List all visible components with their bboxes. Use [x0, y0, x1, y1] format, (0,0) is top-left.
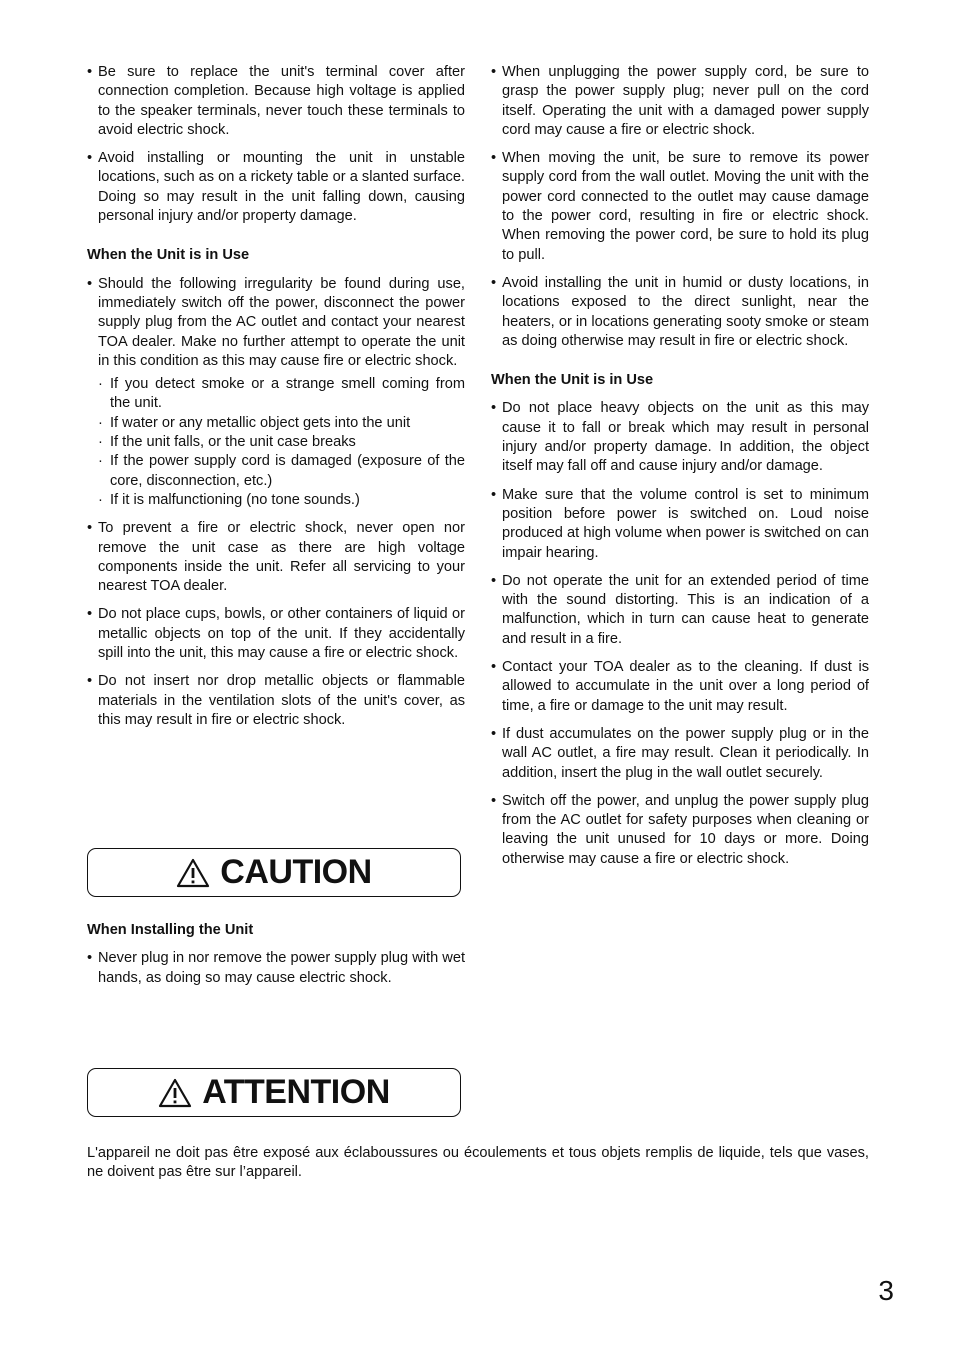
- bullet-wet-hands: • Never plug in nor remove the power supply plug with wet hands, as doing so may cause electric shock.: [87, 949, 465, 988]
- list-item: · If you detect smoke or a strange smell coming from the unit.: [87, 375, 465, 414]
- warning-triangle-icon: [176, 858, 210, 888]
- list-item: · If water or any metallic object gets into the unit: [87, 414, 465, 433]
- list-item: · If the unit falls, or the unit case breaks: [87, 433, 465, 452]
- list-item: · If it is malfunctioning (no tone sounds.): [87, 491, 465, 510]
- bullet-irregularity: • Should the following irregularity be found during use, immediately switch off the power, disconnect the power supply plug from the AC outlet and contact your nearest TOA dealer. Make no further attempt to operate the unit in this condition as this may cause fire or electric shock.: [87, 275, 465, 371]
- caution-section: [87, 921, 465, 997]
- section-heading-installing: When Installing the Unit: [87, 922, 254, 938]
- bullet-volume-control: • Make sure that the volume control is set to minimum position before power is switched on. Loud noise produced at high volume when power is switched on can impair hearing.: [491, 486, 869, 563]
- warning-triangle-icon: [158, 1078, 192, 1108]
- bullet-never-open-case: • To prevent a fire or electric shock, never open nor remove the unit case as there are high voltage components inside the unit. Refer all servicing to your nearest TOA dealer.: [87, 519, 465, 596]
- bullet-cleaning: • Contact your TOA dealer as to the cleaning. If dust is allowed to accumulate in the unit over a long period of time, a fire or damage to the unit may result.: [491, 658, 869, 716]
- attention-banner: [87, 1068, 461, 1117]
- attention-text: L'appareil ne doit pas être exposé aux éclaboussures ou écoulements et tous objets remplis de liquide, tels que vases, ne doivent pas être sur l’appareil.: [87, 1145, 869, 1181]
- caution-banner: [87, 848, 461, 897]
- bullet-switch-off: • Switch off the power, and unplug the power supply plug from the AC outlet for safety purposes when cleaning or leaving the unit unused for 10 days or more. Doing otherwise may cause a fire or electric shock.: [491, 792, 869, 869]
- bullet-unplugging: • When unplugging the power supply cord, be sure to grasp the power supply plug; never pull on the cord itself. Operating the unit with a damaged power supply cord may cause a fire or electric shock.: [491, 63, 869, 140]
- page-number: 3: [878, 1275, 894, 1306]
- section-heading-in-use: When the Unit is in Use: [491, 372, 654, 389]
- bullet-heavy-objects: • Do not place heavy objects on the unit as this may cause it to fall or break which may result in personal injury and/or property damage. In addition, the object itself may fall off and cause injury and/or damage.: [491, 399, 869, 476]
- bullet-liquid-containers: • Do not place cups, bowls, or other containers of liquid or metallic objects on top of the unit. If they accidentally spill into the unit, this may cause a fire or electric shock.: [87, 605, 465, 663]
- bullet-sound-distorting: • Do not operate the unit for an extended period of time with the sound distorting. This is an indication of a malfunction, which in turn can cause heat to generate and result in a fire.: [491, 572, 869, 649]
- bullet-humid-locations: • Avoid installing the unit in humid or dusty locations, in locations exposed to the direct sunlight, near the heaters, or in locations generating sooty smoke or steam as doing otherwise may result in fire or electric shock.: [491, 274, 869, 351]
- bullet-terminal-cover: • Be sure to replace the unit's terminal cover after connection completion. Because high voltage is applied to the speaker terminals, never touch these terminals to avoid electric shock.: [87, 63, 465, 140]
- bullet-unstable-locations: • Avoid installing or mounting the unit in unstable locations, such as on a rickety table or a slanted surface. Doing so may result in the unit falling down, causing personal injury and/or property damage.: [87, 149, 465, 226]
- list-item: · If the power supply cord is damaged (exposure of the core, disconnection, etc.): [87, 452, 465, 491]
- irregularity-list: [87, 375, 465, 510]
- right-column: [491, 63, 869, 878]
- bullet-dust-plug: • If dust accumulates on the power supply plug or in the wall AC outlet, a fire may result. Clean it periodically. In addition, insert the plug in the wall outlet securely.: [491, 725, 869, 783]
- left-column: [87, 63, 465, 739]
- attention-title: ATTENTION: [202, 1073, 390, 1111]
- section-heading-in-use: When the Unit is in Use: [87, 247, 250, 264]
- caution-title: CAUTION: [220, 853, 372, 891]
- bullet-ventilation-slots: • Do not insert nor drop metallic objects or flammable materials in the ventilation slots of the unit's cover, as this may result in fire or electric shock.: [87, 672, 465, 730]
- bullet-moving-unit: • When moving the unit, be sure to remove its power supply cord from the wall outlet. Moving the unit with the power cord connected to the outlet may cause damage to the power cord, resulting in fire or electric shock. When removing the power cord, be sure to hold its plug to pull.: [491, 149, 869, 265]
